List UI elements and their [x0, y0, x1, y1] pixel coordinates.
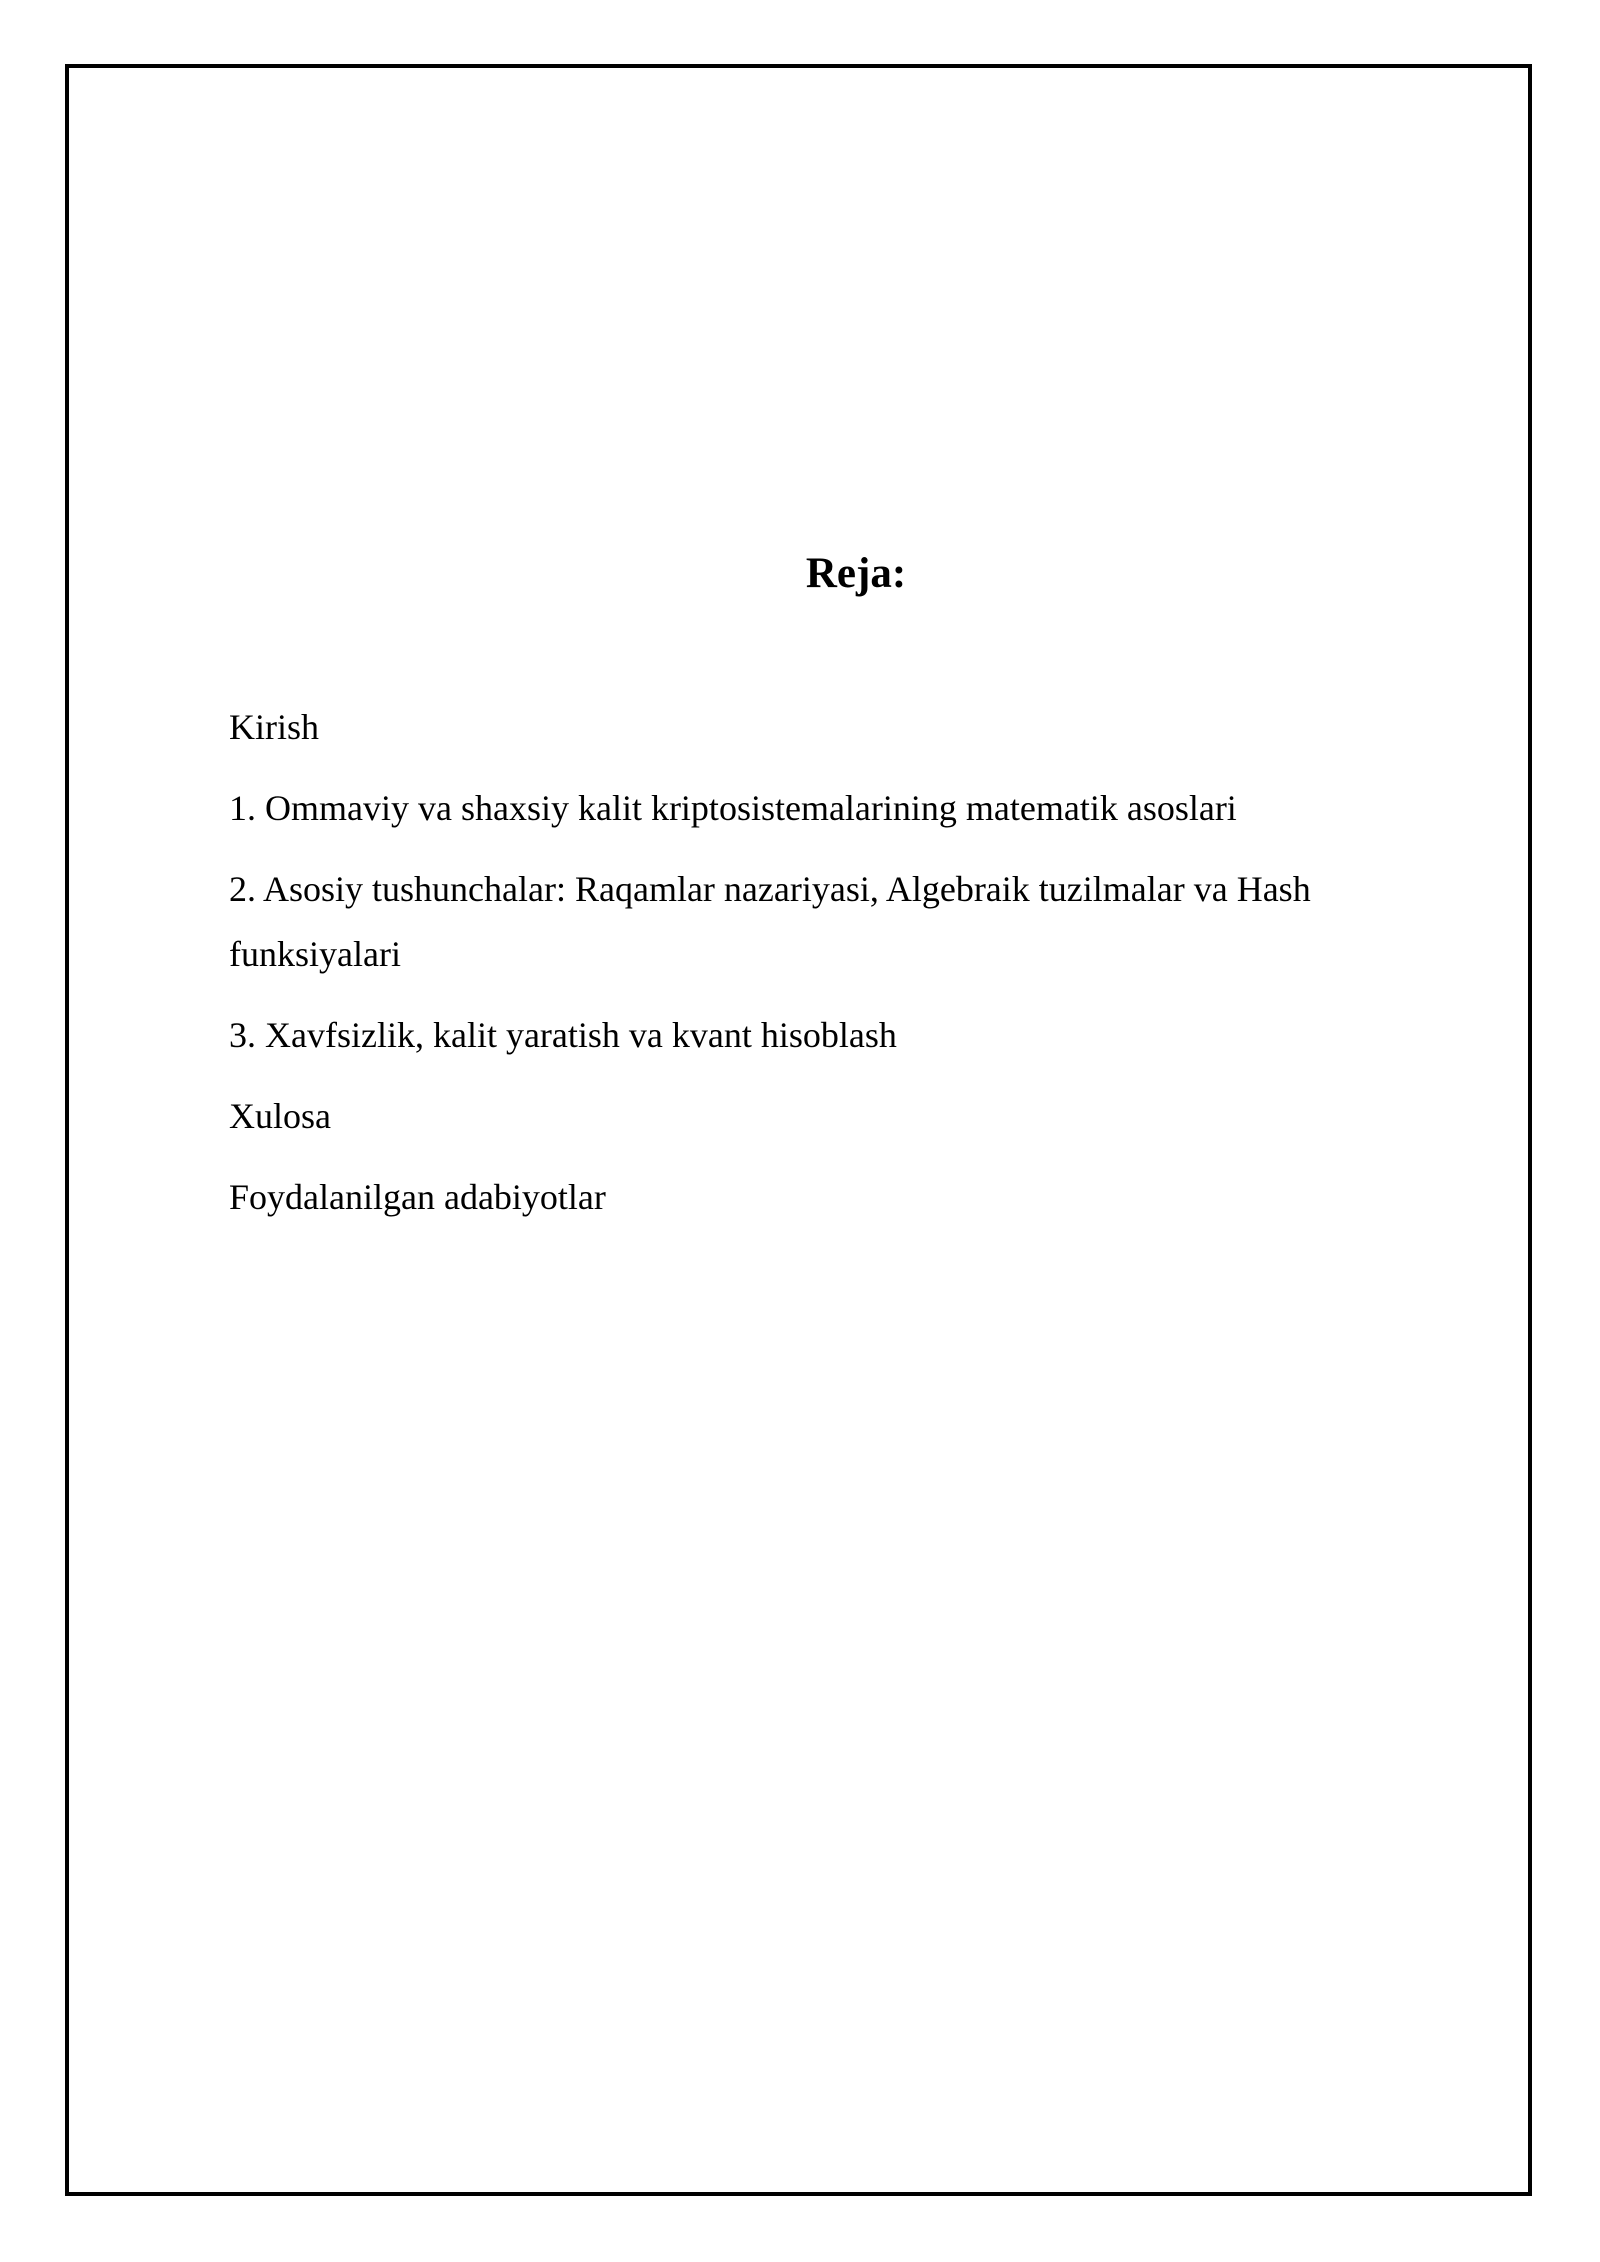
toc-item-references: Foydalanilgan adabiyotlar — [229, 1177, 606, 1217]
table-of-contents — [229, 695, 1409, 1246]
toc-item-conclusion: Xulosa — [229, 1096, 331, 1136]
toc-item-section-3: 3. Xavfsizlik, kalit yaratish va kvant hisoblash — [229, 1015, 897, 1055]
toc-item-section-1: 1. Ommaviy va shaxsiy kalit kriptosistemalarining matematik asoslari — [229, 788, 1237, 828]
toc-item-section-2: 2. Asosiy tushunchalar: Raqamlar nazariyasi, Algebraik tuzilmalar va Hash funksiyalari — [229, 869, 1311, 974]
toc-item-introduction: Kirish — [229, 707, 319, 747]
page-title: Reja: — [805, 550, 907, 597]
